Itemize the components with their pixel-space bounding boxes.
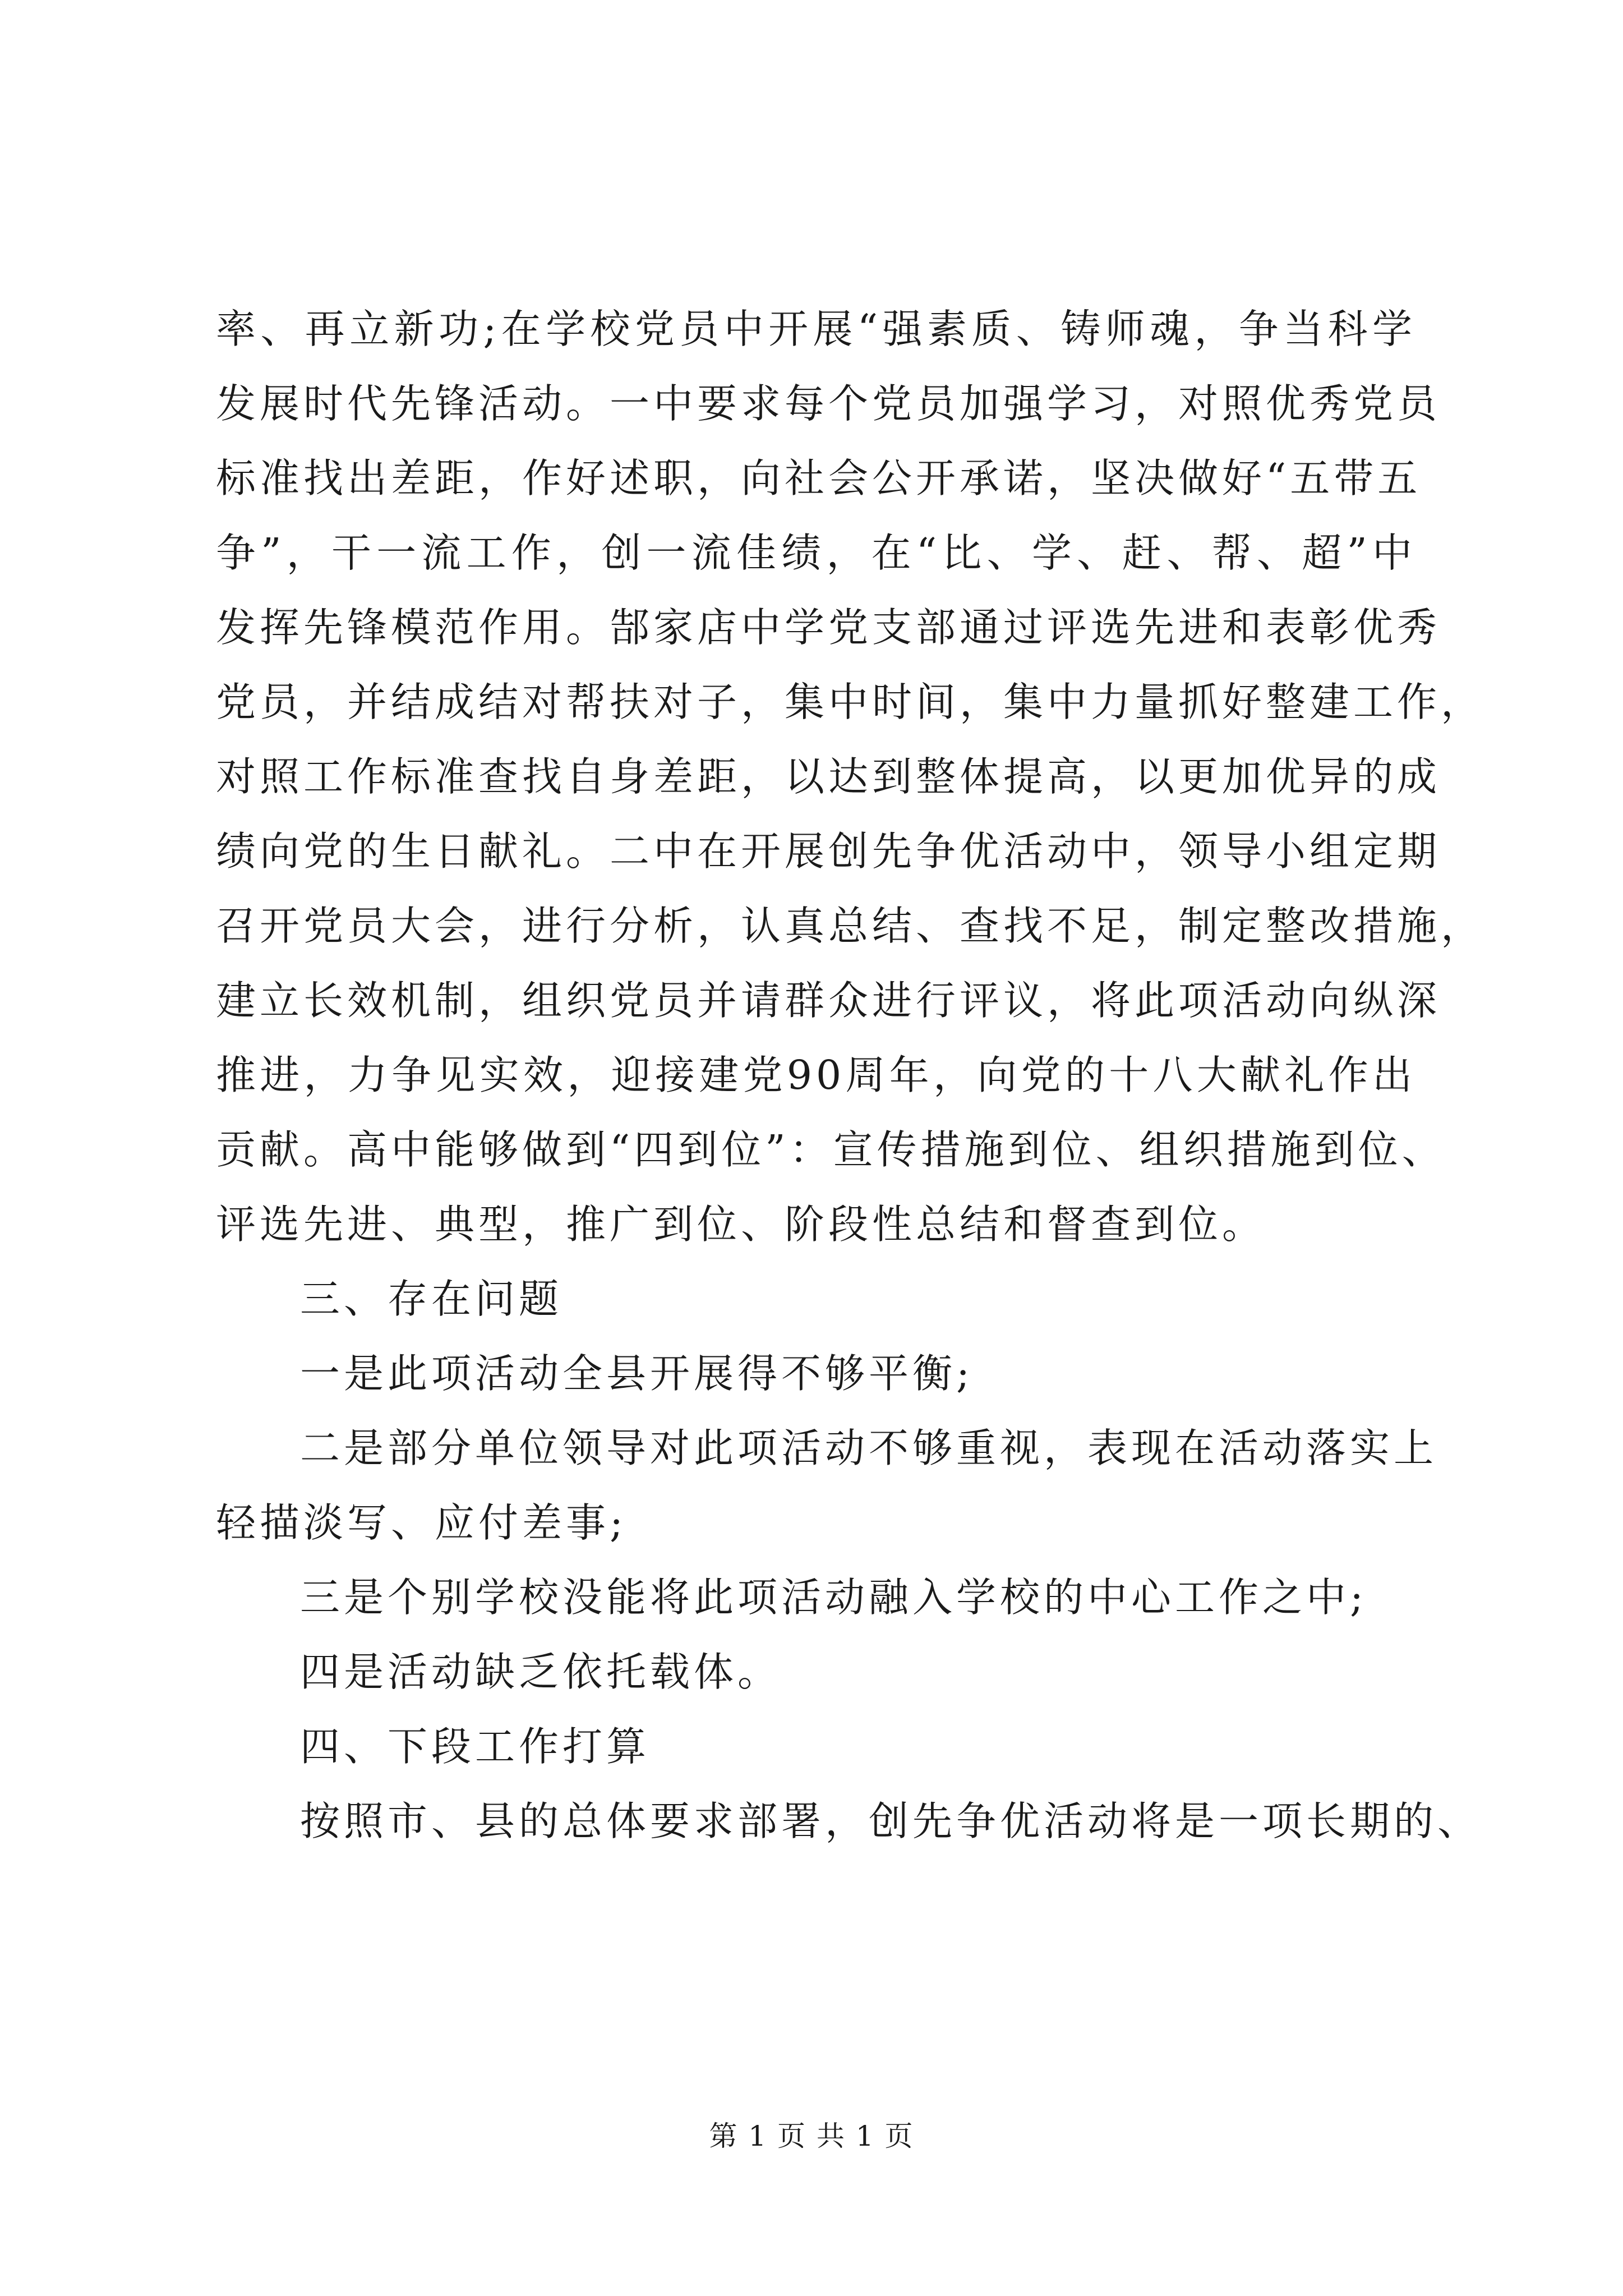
page-footer: 第 1 页 共 1 页	[709, 2120, 914, 2152]
section-heading: 四、下段工作打算	[300, 1723, 651, 1770]
document-body	[216, 292, 1485, 1858]
paragraph-line: 对照工作标准查找自身差距，以达到整体提高，以更加优异的成	[216, 753, 1441, 800]
plan-paragraph-line: 按照市、县的总体要求部署，创先争优活动将是一项长期的、	[300, 1798, 1482, 1844]
problem-item: 四是活动缺乏依托载体。	[300, 1649, 782, 1695]
problem-item: 二是部分单位领导对此项活动不够重视，表现在活动落实上	[300, 1425, 1438, 1471]
paragraph-line: 争”，干一流工作，创一流佳绩，在“比、学、赶、帮、超”中	[216, 530, 1416, 576]
paragraph-line: 评选先进、典型，推广到位、阶段性总结和督查到位。	[216, 1201, 1266, 1248]
problem-item: 一是此项活动全县开展得不够平衡;	[300, 1350, 974, 1397]
paragraph-line: 推进，力争见实效，迎接建党90周年，向党的十八大献礼作出	[216, 1052, 1416, 1098]
problem-item-continuation: 轻描淡写、应付差事;	[216, 1499, 627, 1546]
paragraph-line: 党员，并结成结对帮扶对子，集中时间，集中力量抓好整建工作，	[216, 679, 1485, 725]
paragraph-line: 绩向党的生日献礼。二中在开展创先争优活动中，领导小组定期	[216, 828, 1441, 875]
paragraph-line: 率、再立新功;在学校党员中开展“强素质、铸师魂，争当科学	[216, 306, 1416, 352]
paragraph-line: 召开党员大会，进行分析，认真总结、查找不足，制定整改措施，	[216, 903, 1485, 949]
paragraph-line: 发展时代先锋活动。一中要求每个党员加强学习，对照优秀党员	[216, 380, 1441, 427]
paragraph-line: 发挥先锋模范作用。郜家店中学党支部通过评选先进和表彰优秀	[216, 604, 1441, 651]
section-heading: 三、存在问题	[300, 1276, 563, 1322]
paragraph-line: 贡献。高中能够做到“四到位”：宣传措施到位、组织措施到位、	[216, 1126, 1446, 1173]
paragraph-line: 建立长效机制，组织党员并请群众进行评议，将此项活动向纵深	[216, 977, 1441, 1024]
paragraph-line: 标准找出差距，作好述职，向社会公开承诺，坚决做好“五带五	[216, 455, 1422, 501]
problem-item: 三是个别学校没能将此项活动融入学校的中心工作之中;	[300, 1574, 1367, 1621]
